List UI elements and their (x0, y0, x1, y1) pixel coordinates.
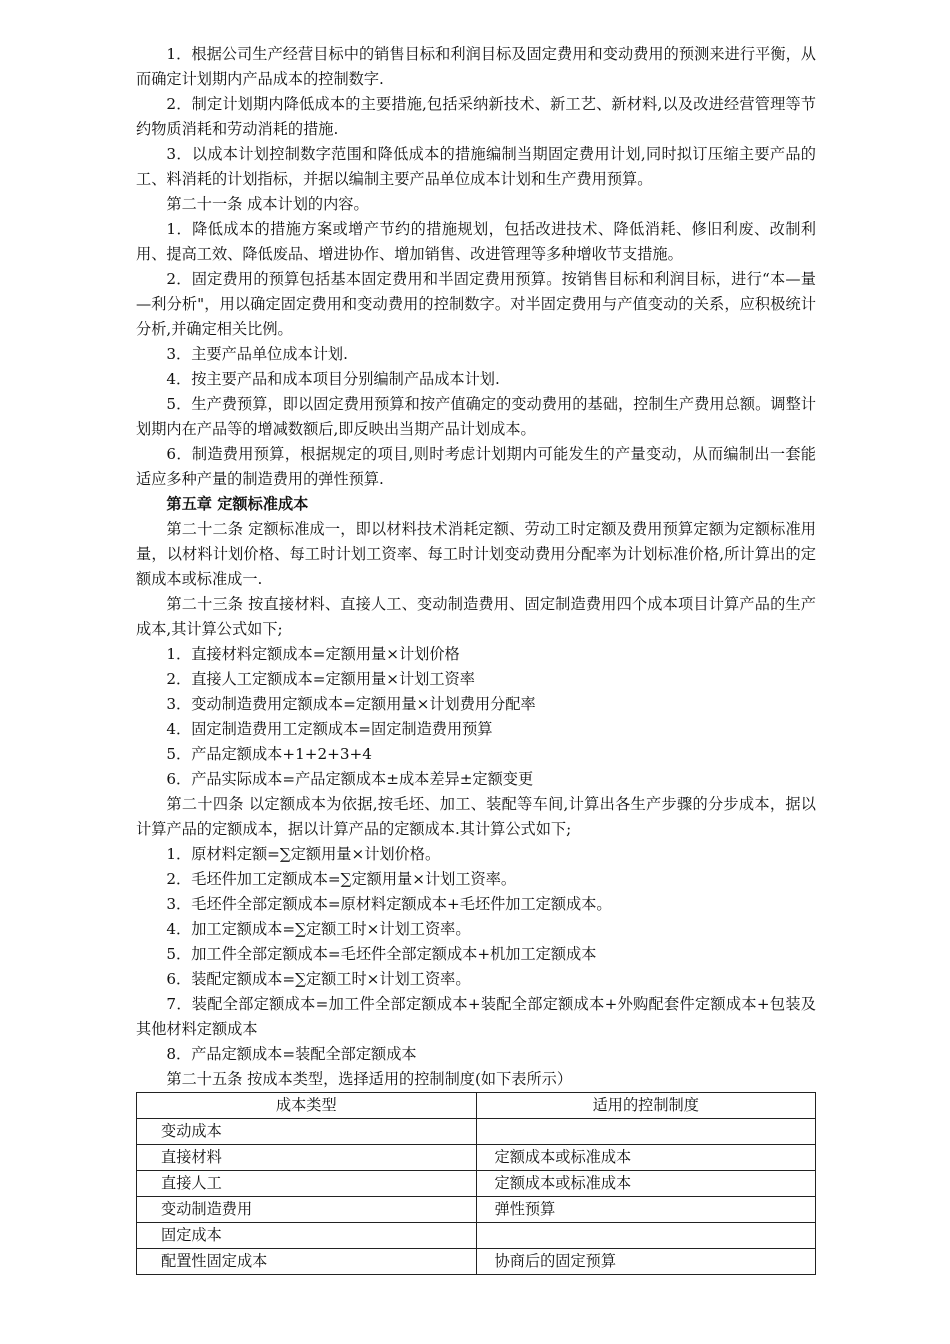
table-cell-cost-type: 配置性固定成本 (137, 1249, 477, 1275)
table-header-control-system: 适用的控制制度 (476, 1093, 816, 1119)
table-cell-control-system: 定额成本或标准成本 (476, 1145, 816, 1171)
paragraph: 4．固定制造费用工定额成本=固定制造费用预算 (166, 720, 493, 738)
paragraph: 第二十五条 按成本类型，选择适用的控制制度(如下表所示） (166, 1070, 573, 1088)
table-cell-control-system: 定额成本或标准成本 (476, 1171, 816, 1197)
cost-control-table (136, 1092, 816, 1275)
paragraph: 5．产品定额成本+1+2+3+4 (166, 745, 372, 763)
paragraph: 第二十三条 按直接材料、直接人工、变动制造费用、固定制造费用四个成本项目计算产品的生产成本,其计算公式如下; (136, 595, 816, 638)
chapter-heading: 第五章 定额标准成本 (166, 495, 309, 513)
paragraph: 2．固定费用的预算包括基本固定费用和半固定费用预算。按销售目标和利润目标，进行“本—量—利分析"，用以确定固定费用和变动费用的控制数字。对半固定费用与产值变动的关系，应积极统计分析,并确定相关比例。 (136, 270, 816, 338)
paragraph: 6．装配定额成本=∑定额工时×计划工资率。 (166, 970, 471, 988)
table-cell-control-system: 协商后的固定预算 (476, 1249, 816, 1275)
paragraph: 3．毛坯件全部定额成本=原材料定额成本+毛坯件加工定额成本。 (166, 895, 612, 913)
table-header-cost-type: 成本类型 (137, 1093, 477, 1119)
paragraph: 2．毛坯件加工定额成本=∑定额用量×计划工资率。 (166, 870, 517, 888)
table-row (137, 1171, 816, 1197)
table-cell-cost-type: 变动制造费用 (137, 1197, 477, 1223)
table-cell-cost-type: 变动成本 (137, 1119, 477, 1145)
document-body (136, 42, 816, 1092)
paragraph: 第二十四条 以定额成本为依据,按毛坯、加工、装配等车间,计算出各生产步骤的分步成本，据以计算产品的定额成本，据以计算产品的定额成本.其计算公式如下; (136, 795, 816, 838)
paragraph: 4．加工定额成本=∑定额工时×计划工资率。 (166, 920, 471, 938)
paragraph: 7．装配全部定额成本=加工件全部定额成本+装配全部定额成本+外购配套件定额成本+包装及其他材料定额成本 (136, 995, 816, 1038)
table-row (137, 1145, 816, 1171)
paragraph: 3．以成本计划控制数字范围和降低成本的措施编制当期固定费用计划,同时拟订压缩主要产品的工、料消耗的计划指标，并据以编制主要产品单位成本计划和生产费用预算。 (136, 145, 816, 188)
table-cell-cost-type: 固定成本 (137, 1223, 477, 1249)
table-row (137, 1249, 816, 1275)
table-row (137, 1197, 816, 1223)
document-page (136, 42, 816, 1275)
paragraph: 6．产品实际成本=产品定额成本±成本差异±定额变更 (166, 770, 534, 788)
paragraph: 5．加工件全部定额成本=毛坯件全部定额成本+机加工定额成本 (166, 945, 597, 963)
paragraph: 第二十二条 定额标准成一，即以材料技术消耗定额、劳动工时定额及费用预算定额为定额标准用量，以材料计划价格、每工时计划工资率、每工时计划变动费用分配率为计划标准价格,所计算出的定额成本或标准成一. (136, 520, 816, 588)
paragraph: 1．直接材料定额成本=定额用量×计划价格 (166, 645, 460, 663)
table-cell-control-system: 弹性预算 (476, 1197, 816, 1223)
paragraph: 8．产品定额成本=装配全部定额成本 (166, 1045, 417, 1063)
paragraph: 4．按主要产品和成本项目分别编制产品成本计划. (166, 370, 500, 388)
paragraph: 第二十一条 成本计划的内容。 (166, 195, 369, 213)
table-row (137, 1119, 816, 1145)
table-cell-control-system (476, 1119, 816, 1145)
table-cell-control-system (476, 1223, 816, 1249)
paragraph: 6．制造费用预算，根据规定的项目,则时考虑计划期内可能发生的产量变动，从而编制出一套能适应多种产量的制造费用的弹性预算. (136, 445, 816, 488)
paragraph: 3．主要产品单位成本计划. (166, 345, 348, 363)
paragraph: 3．变动制造费用定额成本=定额用量×计划费用分配率 (166, 695, 536, 713)
paragraph: 5．生产费预算，即以固定费用预算和按产值确定的变动费用的基础，控制生产费用总额。调整计划期内在产品等的增减数额后,即反映出当期产品计划成本。 (136, 395, 816, 438)
table-cell-cost-type: 直接材料 (137, 1145, 477, 1171)
paragraph: 2．直接人工定额成本=定额用量×计划工资率 (166, 670, 475, 688)
table-header-row (137, 1093, 816, 1119)
paragraph: 2．制定计划期内降低成本的主要措施,包括采纳新技术、新工艺、新材料,以及改进经营管理等节约物质消耗和劳动消耗的措施. (136, 95, 816, 138)
table-cell-cost-type: 直接人工 (137, 1171, 477, 1197)
paragraph: 1．原材料定额=∑定额用量×计划价格。 (166, 845, 441, 863)
paragraph: 1．降低成本的措施方案或增产节约的措施规划，包括改进技术、降低消耗、修旧利废、改制利用、提高工效、降低废品、增进协作、增加销售、改进管理等多种增收节支措施。 (136, 220, 816, 263)
paragraph: 1．根据公司生产经营目标中的销售目标和利润目标及固定费用和变动费用的预测来进行平衡，从而确定计划期内产品成本的控制数字. (136, 45, 816, 88)
table-row (137, 1223, 816, 1249)
